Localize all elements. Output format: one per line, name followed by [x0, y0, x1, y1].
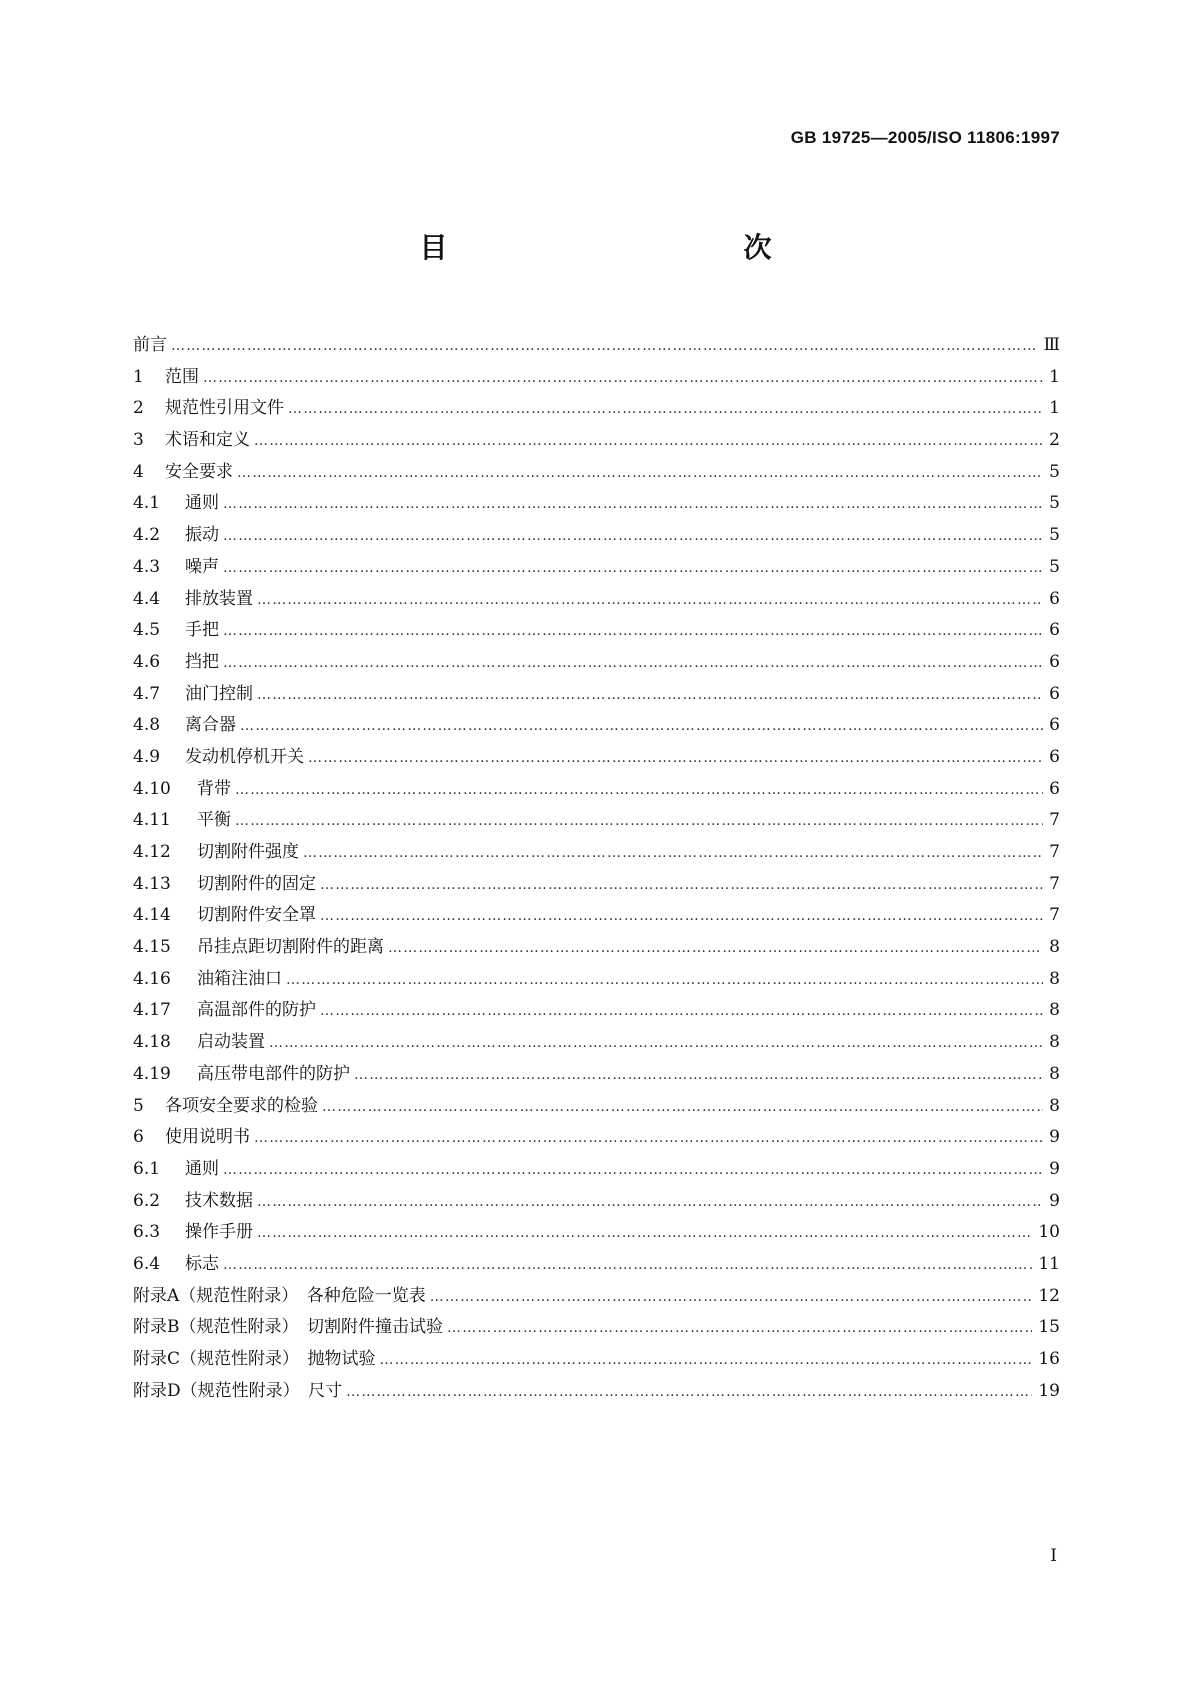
table-of-contents — [133, 330, 1060, 1407]
toc-entry-page: 6 — [1049, 588, 1060, 609]
toc-entry-page: 5 — [1049, 525, 1060, 546]
toc-entry[interactable] — [133, 457, 1060, 489]
toc-entry-number: 2 — [133, 398, 144, 419]
toc-entry[interactable] — [133, 1122, 1060, 1154]
toc-entry-label: 前言 — [133, 335, 167, 355]
toc-entry-number: 6.2 — [133, 1190, 161, 1211]
toc-entry[interactable] — [133, 1376, 1060, 1408]
toc-entry-page: 11 — [1038, 1253, 1060, 1274]
toc-entry-label: 附录B（规范性附录） 切割附件撞击试验 — [133, 1317, 443, 1338]
toc-entry-label: 切割附件的固定 — [197, 873, 316, 894]
toc-entry-page: 7 — [1049, 873, 1060, 894]
dot-leader — [269, 1035, 1043, 1051]
dot-leader — [286, 972, 1043, 988]
dot-leader — [388, 940, 1043, 956]
dot-leader — [257, 687, 1043, 703]
toc-entry-label: 手把 — [185, 620, 219, 641]
toc-entry-page: 5 — [1049, 461, 1060, 482]
toc-entry-number: 4.2 — [133, 525, 161, 546]
toc-entry-number: 4.15 — [133, 937, 171, 958]
toc-entry-label: 离合器 — [185, 715, 236, 736]
toc-entry-number: 5 — [133, 1095, 144, 1116]
dot-leader — [223, 1162, 1043, 1178]
toc-entry-label: 吊挂点距切割附件的距离 — [197, 937, 384, 958]
toc-entry[interactable] — [133, 1217, 1060, 1249]
dot-leader — [237, 465, 1043, 481]
toc-entry[interactable] — [133, 1344, 1060, 1376]
dot-leader — [380, 1352, 1033, 1368]
dot-leader — [257, 1194, 1043, 1210]
toc-entry-number: 4.3 — [133, 556, 161, 577]
toc-entry[interactable] — [133, 869, 1060, 901]
dot-leader — [171, 338, 1038, 354]
dot-leader — [257, 1225, 1032, 1241]
dot-leader — [223, 560, 1043, 576]
toc-entry-number: 4.11 — [133, 810, 171, 831]
toc-entry[interactable] — [133, 615, 1060, 647]
toc-entry-page: 5 — [1049, 493, 1060, 514]
toc-entry-label: 背带 — [197, 778, 231, 799]
toc-entry-page: 15 — [1038, 1317, 1060, 1338]
toc-entry-label: 切割附件安全罩 — [197, 905, 316, 926]
toc-entry[interactable] — [133, 488, 1060, 520]
toc-entry-label: 操作手册 — [185, 1222, 253, 1243]
toc-entry[interactable] — [133, 362, 1060, 394]
toc-entry[interactable] — [133, 425, 1060, 457]
toc-entry-number: 4.13 — [133, 873, 171, 894]
dot-leader — [303, 845, 1043, 861]
toc-entry-page: 6 — [1049, 651, 1060, 672]
dot-leader — [320, 1003, 1043, 1019]
toc-entry-label: 附录C（规范性附录） 抛物试验 — [133, 1349, 376, 1369]
toc-entry-label: 安全要求 — [165, 461, 233, 482]
toc-entry[interactable] — [133, 584, 1060, 616]
toc-entry-page: 5 — [1049, 556, 1060, 577]
dot-leader — [254, 1130, 1043, 1146]
toc-entry-page: 7 — [1049, 905, 1060, 926]
toc-entry-number: 4.14 — [133, 905, 171, 926]
page-title: 目 次 — [419, 231, 852, 264]
toc-entry-page: 8 — [1049, 1095, 1060, 1116]
toc-entry[interactable] — [133, 932, 1060, 964]
toc-entry-number: 4.1 — [133, 493, 161, 514]
toc-entry-number: 4.18 — [133, 1032, 171, 1053]
toc-entry-label: 附录D（规范性附录） 尺寸 — [133, 1380, 343, 1401]
toc-entry-label: 术语和定义 — [165, 430, 250, 451]
toc-entry-page: 7 — [1049, 810, 1060, 831]
toc-entry-label: 启动装置 — [197, 1032, 265, 1053]
toc-entry-number: 4.4 — [133, 588, 161, 609]
toc-entry[interactable] — [133, 900, 1060, 932]
toc-entry-number: 4.6 — [133, 651, 161, 672]
toc-entry-page: 8 — [1049, 937, 1060, 958]
toc-entry-page: 12 — [1038, 1285, 1060, 1306]
dot-leader — [257, 592, 1043, 608]
toc-entry-page: Ⅲ — [1043, 335, 1060, 355]
toc-entry[interactable] — [133, 1249, 1060, 1281]
toc-entry-number: 4 — [133, 461, 144, 482]
dot-leader — [240, 718, 1043, 734]
toc-entry-label: 排放装置 — [185, 588, 253, 609]
dot-leader — [430, 1289, 1033, 1305]
toc-entry-page: 8 — [1049, 1000, 1060, 1021]
dot-leader — [223, 1257, 1032, 1273]
toc-entry-page: 8 — [1049, 1063, 1060, 1084]
dot-leader — [254, 433, 1043, 449]
toc-entry[interactable] — [133, 837, 1060, 869]
dot-leader — [354, 1067, 1043, 1083]
toc-entry[interactable] — [133, 1186, 1060, 1218]
toc-entry[interactable] — [133, 1281, 1060, 1313]
toc-entry-number: 6.3 — [133, 1222, 161, 1243]
toc-entry-page: 10 — [1038, 1222, 1060, 1243]
toc-entry-page: 1 — [1049, 366, 1060, 387]
toc-entry-label: 各项安全要求的检验 — [165, 1095, 318, 1116]
toc-entry-number: 4.12 — [133, 842, 171, 862]
toc-entry-page: 1 — [1049, 398, 1060, 419]
toc-entry-page: 9 — [1049, 1158, 1060, 1179]
dot-leader — [447, 1320, 1032, 1336]
toc-entry-page: 9 — [1049, 1127, 1060, 1148]
toc-entry-number: 3 — [133, 430, 144, 451]
toc-entry[interactable] — [133, 520, 1060, 552]
toc-entry-label: 高压带电部件的防护 — [197, 1063, 350, 1084]
toc-entry-label: 高温部件的防护 — [197, 1000, 316, 1021]
toc-entry-label: 挡把 — [185, 651, 219, 672]
toc-entry[interactable] — [133, 330, 1060, 362]
toc-entry-label: 平衡 — [197, 810, 231, 831]
toc-entry-number: 4.17 — [133, 1000, 171, 1021]
toc-entry[interactable] — [133, 679, 1060, 711]
toc-entry-number: 6 — [133, 1127, 144, 1148]
toc-entry-page: 6 — [1049, 778, 1060, 799]
toc-entry-number: 1 — [133, 366, 144, 387]
dot-leader — [223, 655, 1043, 671]
toc-entry[interactable] — [133, 995, 1060, 1027]
dot-leader — [235, 782, 1043, 798]
toc-entry[interactable] — [133, 393, 1060, 425]
dot-leader — [320, 908, 1043, 924]
dot-leader — [346, 1384, 1032, 1400]
toc-entry[interactable] — [133, 647, 1060, 679]
toc-entry-page: 6 — [1049, 715, 1060, 736]
toc-entry-page: 19 — [1038, 1380, 1060, 1401]
toc-entry-label: 通则 — [185, 1158, 219, 1179]
toc-entry-label: 油门控制 — [185, 683, 253, 704]
toc-entry-label: 噪声 — [185, 556, 219, 577]
toc-entry[interactable] — [133, 1027, 1060, 1059]
toc-entry-label: 振动 — [185, 525, 219, 546]
standard-code: GB 19725—2005/ISO 11806:1997 — [790, 128, 1060, 147]
toc-entry-number: 4.19 — [133, 1063, 171, 1084]
dot-leader — [288, 401, 1043, 417]
toc-entry-page: 16 — [1038, 1349, 1060, 1369]
toc-entry-number: 4.7 — [133, 683, 161, 704]
dot-leader — [223, 623, 1043, 639]
toc-entry-page: 6 — [1049, 683, 1060, 704]
toc-entry-number: 4.5 — [133, 620, 161, 641]
toc-entry-label: 技术数据 — [185, 1190, 253, 1211]
toc-entry[interactable] — [133, 774, 1060, 806]
toc-entry-page: 6 — [1049, 746, 1060, 767]
dot-leader — [223, 496, 1043, 512]
toc-entry-number: 6.1 — [133, 1158, 161, 1179]
dot-leader — [322, 1099, 1043, 1115]
toc-entry[interactable] — [133, 964, 1060, 996]
toc-entry-label: 标志 — [185, 1253, 219, 1274]
toc-entry[interactable] — [133, 1091, 1060, 1123]
toc-entry[interactable] — [133, 710, 1060, 742]
toc-entry-number: 4.16 — [133, 968, 171, 989]
dot-leader — [235, 813, 1043, 829]
page-number: I — [1050, 1546, 1057, 1566]
toc-entry-label: 通则 — [185, 493, 219, 514]
toc-entry-page: 8 — [1049, 968, 1060, 989]
toc-entry-label: 切割附件强度 — [197, 842, 299, 862]
toc-entry-page: 6 — [1049, 620, 1060, 641]
toc-entry-number: 4.9 — [133, 746, 161, 767]
toc-entry-number: 4.8 — [133, 715, 161, 736]
toc-entry-page: 7 — [1049, 842, 1060, 862]
toc-entry-label: 范围 — [165, 366, 199, 387]
toc-entry-label: 使用说明书 — [165, 1127, 250, 1148]
toc-entry-page: 9 — [1049, 1190, 1060, 1211]
toc-entry-label: 规范性引用文件 — [165, 398, 284, 419]
toc-entry-page: 2 — [1049, 430, 1060, 451]
toc-entry-label: 油箱注油口 — [197, 968, 282, 989]
dot-leader — [203, 370, 1043, 386]
dot-leader — [308, 750, 1043, 766]
toc-entry[interactable] — [133, 1312, 1060, 1344]
toc-entry[interactable] — [133, 805, 1060, 837]
toc-entry-page: 8 — [1049, 1032, 1060, 1053]
toc-entry[interactable] — [133, 552, 1060, 584]
toc-entry-number: 6.4 — [133, 1253, 161, 1274]
toc-entry[interactable] — [133, 742, 1060, 774]
dot-leader — [320, 877, 1043, 893]
toc-entry-label: 附录A（规范性附录） 各种危险一览表 — [133, 1285, 426, 1306]
toc-entry-number: 4.10 — [133, 778, 171, 799]
toc-entry[interactable] — [133, 1059, 1060, 1091]
toc-entry[interactable] — [133, 1154, 1060, 1186]
toc-entry-label: 发动机停机开关 — [185, 746, 304, 767]
dot-leader — [223, 528, 1043, 544]
